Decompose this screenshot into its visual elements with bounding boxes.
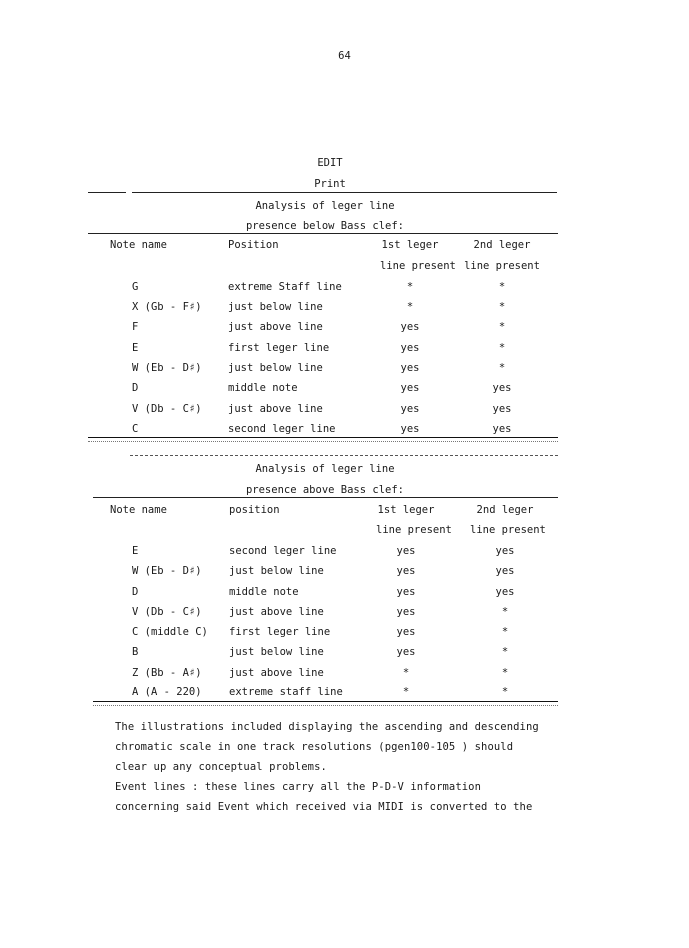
table2-top-rule [130,455,558,456]
table2-header-leger1: 1st leger [377,504,435,516]
rule [88,192,126,193]
table2-row-position: extreme staff line [229,686,343,698]
table1-row-position: just below line [228,362,323,374]
table1-row-leger2: * [498,362,506,374]
table2-bottom-rule [93,701,558,702]
table1-row-position: just below line [228,301,323,313]
table2-row-position: just above line [229,606,324,618]
paragraph-line: concerning said Event which received via MIDI is converted to the [115,801,533,813]
table2-header-rule [93,497,558,498]
table1-row-leger1: yes [400,321,420,333]
paragraph-line: clear up any conceptual problems. [115,761,327,773]
table1-row-leger1: yes [400,362,420,374]
table2-row-note: D [132,586,139,598]
table2-row-leger2: * [501,626,509,638]
table2-row-leger2: * [501,686,509,698]
table2-row-leger1: yes [396,565,416,577]
table2-row-leger1: yes [396,646,416,658]
table2-row-position: just below line [229,646,324,658]
table1-title-line1: Analysis of leger line [255,200,395,212]
table2-title-line1: Analysis of leger line [255,463,395,475]
table2-header-leger2-sub: line present [470,524,546,536]
table1-row-leger1: yes [400,382,420,394]
table1-row-leger1: * [406,281,414,293]
table1-bottom-rule [88,437,558,438]
table2-row-leger1: yes [396,626,416,638]
table2-row-note: W (Eb - D♯) [132,565,202,577]
table2-row-leger1: yes [396,586,416,598]
table1-row-note: X (Gb - F♯) [132,301,202,313]
table2-row-note: V (Db - C♯) [132,606,202,618]
table1-row-position: first leger line [228,342,330,354]
table2-row-note: Z (Bb - A♯) [132,667,202,679]
table2-header-note: Note name [110,504,167,516]
paragraph-line: Event lines : these lines carry all the P-D-V information [115,781,482,793]
table1-row-note: C [132,423,139,435]
table2-row-leger2: yes [495,586,515,598]
table1-row-note: W (Eb - D♯) [132,362,202,374]
table1-header-leger2: 2nd leger [473,239,531,251]
table1-bottom-rule [88,441,558,442]
table1-row-note: E [132,342,139,354]
table1-row-leger2: * [498,281,506,293]
table1-header-position: Position [228,239,279,251]
table1-row-note: G [132,281,139,293]
table2-row-leger1: * [402,686,410,698]
table1-header-leger1: 1st leger [381,239,439,251]
table1-header-leger2-sub: line present [464,260,540,272]
table1-row-leger2: * [498,321,506,333]
table1-header-rule [88,233,558,234]
page-number: 64 [338,50,351,62]
table2-header-leger2: 2nd leger [476,504,534,516]
table1-row-position: middle note [228,382,298,394]
table2-row-position: second leger line [229,545,337,557]
table2-row-leger2: * [501,667,509,679]
table2-row-note: C (middle C) [132,626,208,638]
table1-title-line2: presence below Bass clef: [245,220,405,232]
table1-header-note: Note name [110,239,167,251]
table1-row-leger1: yes [400,423,420,435]
table2-row-leger2: yes [495,565,515,577]
table2-row-leger1: yes [396,606,416,618]
table2-title-line2: presence above Bass clef: [245,484,405,496]
table2-row-leger1: yes [396,545,416,557]
table2-row-note: A (A - 220) [132,686,202,698]
edit-heading: EDIT [317,157,343,169]
table2-row-position: just above line [229,667,324,679]
table2-header-leger1-sub: line present [376,524,452,536]
rule [132,192,557,193]
table1-row-leger2: yes [492,403,512,415]
print-heading: Print [314,178,346,190]
table1-row-note: F [132,321,139,333]
table2-row-position: just below line [229,565,324,577]
table1-row-leger2: * [498,301,506,313]
table2-row-leger1: * [402,667,410,679]
table1-header-leger1-sub: line present [380,260,456,272]
paragraph-line: chromatic scale in one track resolutions (pgen100-105 ) should [115,741,514,753]
table1-row-position: just above line [228,321,323,333]
table1-row-leger2: yes [492,423,512,435]
table1-row-leger1: * [406,301,414,313]
table2-row-leger2: * [501,606,509,618]
table1-row-leger1: yes [400,342,420,354]
table1-row-note: D [132,382,139,394]
table2-row-leger2: * [501,646,509,658]
table1-row-position: extreme Staff line [228,281,342,293]
table1-row-position: just above line [228,403,323,415]
table1-row-note: V (Db - C♯) [132,403,202,415]
table1-row-position: second leger line [228,423,336,435]
table1-row-leger1: yes [400,403,420,415]
paragraph-line: The illustrations included displaying the ascending and descending [115,721,539,733]
table2-row-leger2: yes [495,545,515,557]
table2-header-position: position [229,504,280,516]
table2-row-note: E [132,545,139,557]
table2-bottom-rule [93,705,558,706]
table2-row-note: B [132,646,139,658]
table1-row-leger2: yes [492,382,512,394]
table1-row-leger2: * [498,342,506,354]
table2-row-position: middle note [229,586,299,598]
table2-row-position: first leger line [229,626,331,638]
